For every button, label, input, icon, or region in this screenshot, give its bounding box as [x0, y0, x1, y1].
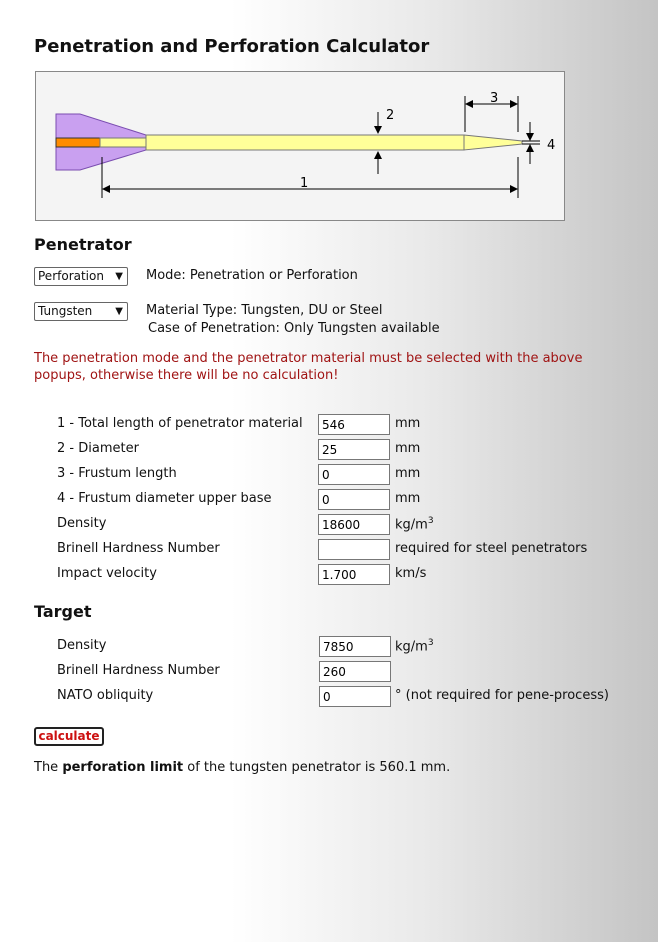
result-text — [34, 760, 450, 775]
dim2-arrow-top — [374, 126, 382, 134]
dim3-arrow-left — [465, 100, 473, 108]
target-unit-density-base: kg/m — [395, 639, 428, 655]
target-heading: Target — [34, 602, 92, 621]
penetrator-density-input[interactable] — [318, 514, 390, 535]
unit-brinell-note: required for steel penetrators — [395, 541, 588, 556]
penetrator-diagram-svg — [36, 72, 564, 220]
field-label-length: 1 - Total length of penetrator material — [57, 416, 303, 431]
target-label-density: Density — [57, 638, 107, 653]
target-brinell-input[interactable] — [319, 661, 391, 682]
dim1-arrow-left — [102, 185, 110, 193]
result-suffix: of the tungsten penetrator is 560.1 mm. — [183, 760, 451, 775]
unit-frustum-length: mm — [395, 466, 421, 481]
unit-density-exponent: 3 — [427, 516, 434, 526]
dim4-arrow-bottom — [526, 144, 534, 152]
rod-core-ext — [100, 138, 146, 147]
dim3-label: 3 — [490, 91, 499, 106]
mode-select-value: Perforation — [38, 269, 104, 283]
warning-message: The penetration mode and the penetrator material must be selected with the above popups, otherwise there will be no calculation! — [34, 351, 583, 383]
mode-select[interactable] — [34, 267, 128, 286]
target-label-brinell: Brinell Hardness Number — [57, 663, 220, 678]
material-description: Material Type: Tungsten, DU or Steel — [146, 303, 383, 318]
target-label-obliquity: NATO obliquity — [57, 688, 154, 703]
rod-body — [146, 135, 464, 150]
frustum-length-input[interactable] — [318, 464, 390, 485]
target-density-input[interactable] — [319, 636, 391, 657]
unit-density — [395, 516, 434, 532]
calculate-button[interactable]: calculate — [34, 727, 104, 746]
field-label-diameter: 2 - Diameter — [57, 441, 139, 456]
length-input[interactable] — [318, 414, 390, 435]
unit-diameter: mm — [395, 441, 421, 456]
chevron-down-icon: ▼ — [115, 271, 123, 282]
target-unit-obliquity: ° (not required for pene-process) — [395, 688, 609, 703]
field-label-frustum-length: 3 - Frustum length — [57, 466, 177, 481]
chevron-down-icon: ▼ — [115, 306, 123, 317]
field-label-density: Density — [57, 516, 107, 531]
material-note: Case of Penetration: Only Tungsten available — [148, 321, 440, 336]
result-bold: perforation limit — [62, 760, 184, 775]
penetrator-heading: Penetrator — [34, 235, 132, 254]
dim3-arrow-right — [510, 100, 518, 108]
field-label-frustum-diameter: 4 - Frustum diameter upper base — [57, 491, 272, 506]
rod-frustum — [464, 135, 522, 150]
material-select-value: Tungsten — [38, 304, 93, 318]
dim2-label: 2 — [386, 108, 395, 123]
unit-frustum-diameter: mm — [395, 491, 421, 506]
unit-density-base: kg/m — [395, 517, 428, 533]
rod-core — [56, 138, 100, 147]
obliquity-input[interactable] — [319, 686, 391, 707]
dim2-arrow-bottom — [374, 151, 382, 159]
penetrator-brinell-input[interactable] — [318, 539, 390, 560]
field-label-brinell: Brinell Hardness Number — [57, 541, 220, 556]
dim4-label: 4 — [547, 138, 556, 153]
dim4-arrow-top — [526, 133, 534, 141]
page-title: Penetration and Perforation Calculator — [34, 36, 430, 57]
dim1-label: 1 — [300, 176, 309, 191]
penetrator-diagram — [35, 71, 565, 221]
mode-description: Mode: Penetration or Perforation — [146, 268, 358, 283]
material-select[interactable] — [34, 302, 128, 321]
unit-length: mm — [395, 416, 421, 431]
target-unit-density — [395, 638, 434, 654]
target-unit-density-exponent: 3 — [427, 638, 434, 648]
unit-velocity: km/s — [395, 566, 427, 581]
dim1-arrow-right — [510, 185, 518, 193]
frustum-diameter-input[interactable] — [318, 489, 390, 510]
diameter-input[interactable] — [318, 439, 390, 460]
result-prefix: The — [34, 760, 63, 775]
velocity-input[interactable] — [318, 564, 390, 585]
field-label-velocity: Impact velocity — [57, 566, 157, 581]
